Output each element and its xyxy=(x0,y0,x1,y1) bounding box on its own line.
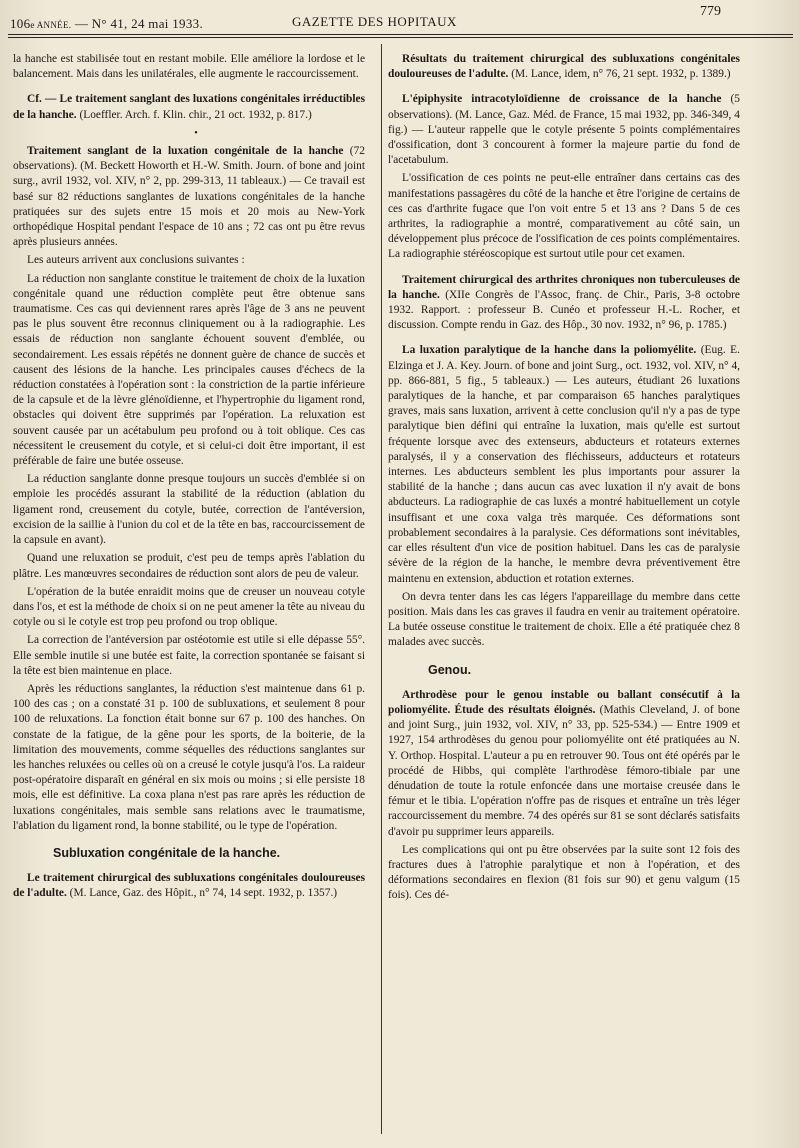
article-title: Arthrodèse pour le genou instable ou ballant consécutif à la poliomyélite. Étude des résultats éloignés. xyxy=(388,688,740,716)
paragraph xyxy=(388,688,740,840)
separator-mark: • xyxy=(194,127,198,139)
article-citation: (M. Lance, idem, n° 76, 21 sept. 1932, p. 1389.) xyxy=(508,68,731,81)
article-title: Traitement sanglant de la luxation congénitale de la hanche xyxy=(27,145,344,158)
section-heading: Genou. xyxy=(428,662,472,677)
paragraph: Les complications qui ont pu être observées par la suite sont 12 fois des fractures dues à l'atrophie paralytique et non à l'opération, et des déformations secondaires en flexion (81 fois sur 90) et genu valgum (15 fois). Ces dé- xyxy=(388,843,740,902)
paragraph xyxy=(388,52,740,82)
header-rule-double xyxy=(8,37,793,38)
article-title: La luxation paralytique de la hanche dans la poliomyélite. xyxy=(402,344,697,357)
paragraph xyxy=(388,273,740,334)
paragraph: L'opération de la butée enraidit moins que de creuser un nouveau cotyle dans l'os, et est la méthode de choix si on ne peut amener la tête au niveau du cotyle ou si le cotyle est trop peu profond ou trop oblique. xyxy=(13,585,365,629)
section-heading: Subluxation congénitale de la hanche. xyxy=(53,845,281,860)
paragraph: L'ossification de ces points ne peut-elle entraîner dans certains cas des manifestations passagères du côté de la hanche et être l'origine de certains de ces cas d'arthrite fugace que l'on voit entre 5 et 13 ans ? Dans 5 de ces arthrites, la radiographie a montré, comparativement au côté sain, un développement plus précoce de l'ossification de ces points complémentaires. La radiographie stéréoscopique est surtout utile pour cet examen. xyxy=(388,172,740,261)
header-rule xyxy=(8,34,793,35)
paragraph: La réduction sanglante donne presque toujours un succès d'emblée si on emploie les procédés assurant la stabilité de la réduction (ablation du ligament rond, creusement du cotyle, butée, correction de l'antéversion, excision de la saillie à l'union du col et de la tête en bas, raccourcissement de la capsule en avant). xyxy=(13,473,365,547)
running-header xyxy=(10,8,730,34)
article-title: Le traitement chirurgical des subluxations congénitales douloureuses de l'adulte. xyxy=(13,872,365,900)
article-title: Traitement chirurgical des arthrites chroniques non tuberculeuses de la hanche. xyxy=(388,273,740,301)
paragraph: La correction de l'antéversion par ostéotomie est utile si elle dépasse 55°. Elle semble inutile si une butée est faite, la correction spontanée se faisant si la tête est bien maintenue en place. xyxy=(13,634,365,677)
page-number: 779 xyxy=(700,4,721,19)
article-title: Résultats du traitement chirurgical des subluxations congénitales douloureuses de l'adulte. xyxy=(388,53,740,81)
paragraph xyxy=(388,92,740,168)
article-citation: (72 observations). (M. Beckett Howorth et H.-W. Smith. Journ. of bone and joint surg., avril 1932, vol. XIV, n° 2, pp. 299-313, 11 tableaux.) — Ce travail est basé sur 82 réductions sanglantes de luxations congénitales de la hanche pratiquées sur des sujets entre 15 mois et 20 mois au New-York orthopédique Hospital pendant l'espace de 10 ans ; 72 cas ont pu être revus après plusieurs années. xyxy=(13,145,365,249)
article-citation: (5 observations). (M. Lance, Gaz. Méd. de France, 15 mai 1932, pp. 346-349, 4 fig.) — L'auteur rappelle que le cotyle présente 5 points complémentaires d'ossification, dont 3 concourent à former la majeure partie du fond de l'acetabulum. xyxy=(388,93,741,167)
header-year-suffix: e ANNÉE. xyxy=(30,20,72,30)
article-title: Cf. — Le traitement sanglant des luxations congénitales irréductibles de la hanche. xyxy=(13,93,365,121)
paragraph xyxy=(13,144,365,250)
paragraph: Après les réductions sanglantes, la réduction s'est maintenue dans 61 p. 100 des cas ; on a constaté 31 p. 100 de subluxations, et seulement 8 pour 100 de reluxations. La fonction était bonne sur 67 p. 100 des hanches. On constate de la fatigue, de la gêne pour les sports, de la boiterie, de la limitation des mouvements, comme séquelles des réductions sanglantes sur les hanches reluxées ou celles où on a creusé le cotyle jusqu'à l'os. La raideur post-opératoire disparaît en général en six mois ou moins ; si elle persiste 18 mois, elle est définitive. La coxa plana n'est pas rare après les réduction de luxations congénitales, mais semble sans relations avec le traumatisme, l'ablation du ligament rond, la bonne stabilité, ou le type de l'opération. xyxy=(13,682,365,832)
paragraph: On devra tenter dans les cas légers l'appareillage du membre dans cette position. Mais dans les cas graves il faudra en venir au traitement opératoire. La butée osseuse constitue le traitement de choix. Elle a été pratiquée chez 8 malades avec succès. xyxy=(388,590,740,649)
article-citation: (M. Lance, Gaz. des Hôpit., n° 74, 14 sept. 1932, p. 1357.) xyxy=(66,887,338,900)
article-citation: (Eug. E. Elzinga et J. A. Key. Journ. of bone and joint Surg., oct. 1932, vol. XIV, n° 4, pp. 866-881, 5 fig., 5 tableaux.) — Les auteurs, étudiant 26 luxations paralytiques de la hanche, et par comparaison 65 hanches paralytiques graves, mais sans luxation, arrivent à cette conclusion qu'il n'y a pas de type paralytique bien défini qui entraîne la luxation, mais qu'elle est surtout fréquente lorsque avec des extenseurs, abducteurs et rotateurs externes paralysés, il y a conservation des fléchisseurs, adducteurs et rotateurs internes. Les abducteurs semblent les plus importants pour assurer la stabilité de la hanche ; dans aucun cas avec luxation il n'y avait de bons abducteurs. La radiographie de cas luxés a montré habituellement un cotyle insuffisant et une coxa valga très marquée. Ces déformations sont probablement secondaires à la paralysie. Ces déformations sont inévitables, car elles résultent d'un vice de position habituel. Dans les cas de paralysie sévère de la région de la hanche, le membre devra préventivement être maintenu en extension, abduction et rotation externes. xyxy=(388,344,740,585)
column-divider xyxy=(381,44,382,1134)
paragraph: La réduction non sanglante constitue le traitement de choix de la luxation congénitale quand une réduction complète peut être obtenue sans traumatisme. Ces cas qui deviennent rares après l'âge de 3 ans ne peuvent pas le plus souvent être reconnus cliniquement ou à la radiographie. Les essais de réduction non sanglante échouent souvent d'emblée, ou secondairement. Les essais répétés ne donnent guère de chance de succès et causent des lésions de la hanche. Les principales causes d'échecs de la réduction constatées à l'opération sont : la constriction de la partie inférieure de la capsule et de la lèvre glénoïdienne, et l'hypertrophie du ligament rond, obstacles qui doivent être supprimés par l'opération. La reluxation est souvent causée par un acétabulum peu profond ou à toit oblique. Ces cas nécessitent le creusement du cotyle, et si celui-ci doit être important, il est préférable de faire une butée osseuse. xyxy=(13,272,365,468)
header-journal-title: GAZETTE DES HOPITAUX xyxy=(292,14,457,29)
right-column xyxy=(388,52,740,907)
paragraph xyxy=(13,871,365,901)
header-issue xyxy=(10,16,203,32)
paragraph: la hanche est stabilisée tout en restant mobile. Elle améliore la lordose et le balancement. Mais dans les unilatérales, elle augmente le raccourcissement. xyxy=(13,53,365,81)
header-issue-number: — N° 41, 24 mai 1933. xyxy=(74,16,204,31)
article-title: L'épiphysite intracotyloïdienne de croissance de la hanche xyxy=(402,93,722,106)
article-citation: (Mathis Cleveland, J. of bone and joint Surg., juin 1932, vol. XIV, n° 33, pp. 525-534.) — Entre 1909 et 1927, 154 arthrodèses du genou pour poliomyélite ont été pratiquées au N. Y. Orthop. Hospital. L'auteur a pu en retrouver 90. Tous ont été opérés par le procédé de Hibbs, qui complète l'arthrodèse fémoro-tibiale par une dénudation de toute la rotule enfoncée dans une mortaise creusée dans le fémur et le tibia. L'opération n'offre pas de risques et entraîne un très léger raccourcissement du membre. 74 des opérés sur 81 se sont déclarés satisfaits d'avoir pu supprimer leurs appareils. xyxy=(388,703,740,838)
paragraph xyxy=(13,92,365,122)
paragraph: Les auteurs arrivent aux conclusions suivantes : xyxy=(27,254,245,267)
paragraph: Quand une reluxation se produit, c'est peu de temps après l'ablation du plâtre. Les manœuvres secondaires de réduction sont alors de peu de valeur. xyxy=(13,552,365,580)
header-year: 106 xyxy=(10,16,31,31)
left-column xyxy=(13,52,365,905)
article-citation: (Loeffler. Arch. f. Klin. chir., 21 oct. 1932, p. 817.) xyxy=(76,108,312,121)
article-citation: (XIIe Congrès de l'Assoc, franç. de Chir., Paris, 3-8 octobre 1932. Rapport. : professeur B. Cunéo et professeur H.-L. Rocher, et discussion. Compte rendu in Gaz. des Hôp., 30 nov. 1932, n° 96, p. 1785.) xyxy=(388,288,740,332)
paragraph xyxy=(388,343,740,586)
